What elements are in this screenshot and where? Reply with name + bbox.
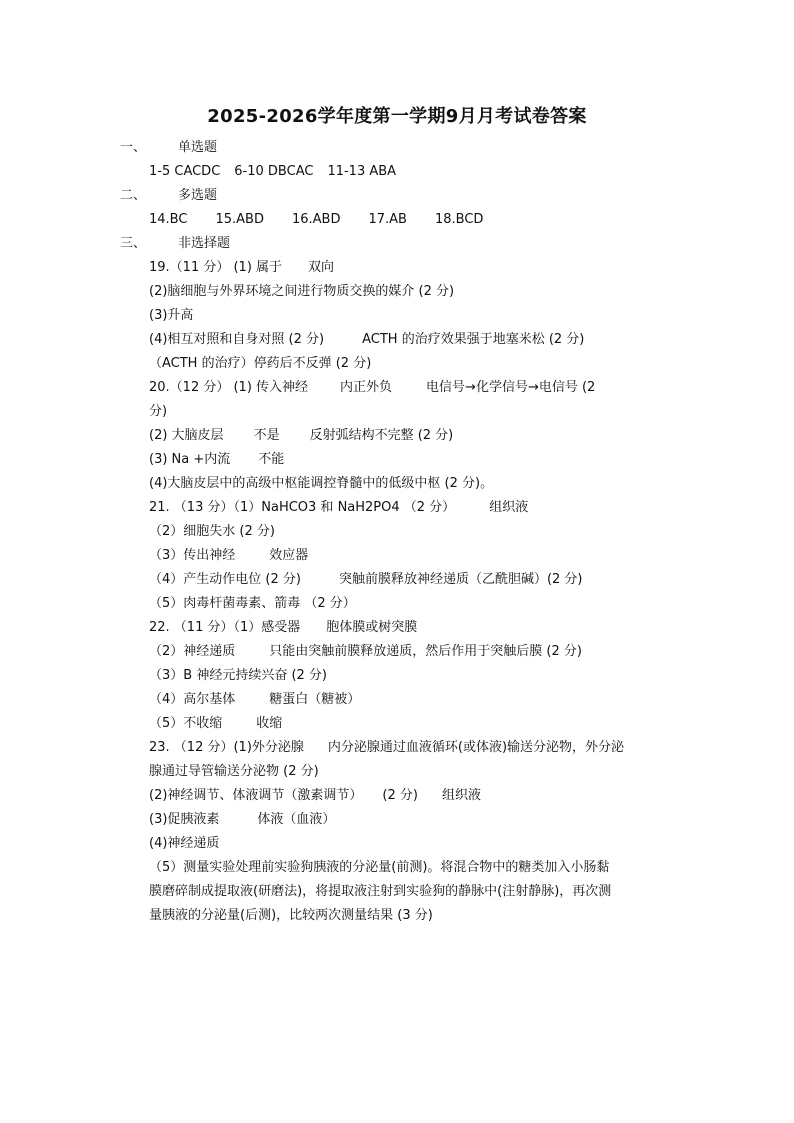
q20-part1-text: 20.（12 分） (1) 传入神经 bbox=[149, 380, 309, 395]
q23-line-8: 量胰液的分泌量(后测)，比较两次测量结果 (3 分) bbox=[149, 908, 433, 923]
q21-line-1 bbox=[149, 496, 689, 520]
q21-line-5: （5）肉毒杆菌毒素、箭毒 （2 分） bbox=[149, 596, 356, 611]
answers-11-13: 11-13 ABA bbox=[327, 164, 397, 179]
q19-line-4 bbox=[149, 328, 689, 352]
q21-line-3 bbox=[149, 544, 689, 568]
q23-line-7: 膜磨碎制成提取液(研磨法)，将提取液注射到实验狗的静脉中(注射静脉)，再次测 bbox=[149, 884, 612, 899]
section-title-multi-choice: 多选题 bbox=[178, 188, 218, 203]
q20-line-4 bbox=[149, 448, 689, 472]
q22-line-5 bbox=[149, 712, 689, 736]
answers-6-10: 6-10 DBCAC bbox=[234, 164, 314, 179]
q23-line-6: （5）测量实验处理前实验狗胰液的分泌量(前测)。将混合物中的糖类加入小肠黏 bbox=[149, 860, 610, 875]
q20-part3-text: (3) Na +内流 bbox=[149, 452, 231, 467]
q22-part4-text: （4）高尔基体 bbox=[149, 692, 236, 707]
q21-line-4 bbox=[149, 568, 689, 592]
section-number-2: 二、 bbox=[120, 188, 147, 203]
q23-line-2: 腺通过导管输送分泌物 (2 分) bbox=[149, 764, 319, 779]
single-choice-answers bbox=[149, 160, 689, 184]
q23-part3-answer-2: 体液（血液） bbox=[257, 812, 336, 827]
q22-part5-text: （5）不收缩 bbox=[149, 716, 223, 731]
q22-part1-text: 22. （11 分）（1）感受器 bbox=[149, 620, 301, 635]
q19-part4-answer-2: ACTH 的治疗效果强于地塞米松 (2 分) bbox=[362, 332, 585, 347]
q23-line-1 bbox=[149, 736, 689, 760]
answer-15: 15.ABD bbox=[215, 212, 264, 227]
q20-line-5: (4)大脑皮层中的高级中枢能调控脊髓中的低级中枢 (2 分)。 bbox=[149, 476, 494, 491]
q23-part3-text: (3)促胰液素 bbox=[149, 812, 220, 827]
q20-part1-answer-3: 电信号→化学信号→电信号 (2 bbox=[426, 380, 596, 395]
page-title: 2025-2026学年度第一学期9月月考试卷答案 bbox=[207, 106, 587, 127]
q22-part2-text: （2）神经递质 bbox=[149, 644, 236, 659]
answer-17: 17.AB bbox=[368, 212, 407, 227]
q23-part2-text: (2)神经调节、体液调节（激素调节） bbox=[149, 788, 363, 803]
q19-part1-text: 19.（11 分） (1) 属于 bbox=[149, 260, 283, 275]
q22-part1-answer-2: 胞体膜或树突膜 bbox=[326, 620, 418, 635]
section-title-single-choice: 单选题 bbox=[178, 140, 218, 155]
q21-part4-text: （4）产生动作电位 (2 分) bbox=[149, 572, 301, 587]
q23-line-4 bbox=[149, 808, 689, 832]
q22-line-2 bbox=[149, 640, 689, 664]
q22-line-1 bbox=[149, 616, 689, 640]
q20-line-3 bbox=[149, 424, 689, 448]
q20-part2-text: (2) 大脑皮层 bbox=[149, 428, 224, 443]
q21-part3-answer-2: 效应器 bbox=[269, 548, 309, 563]
answer-18: 18.BCD bbox=[434, 212, 484, 227]
answers-1-5: 1-5 CACDC bbox=[149, 164, 221, 179]
q21-part4-answer-2: 突触前膜释放神经递质（乙酰胆碱）(2 分) bbox=[338, 572, 583, 587]
q20-part2-answer-3: 反射弧结构不完整 (2 分) bbox=[309, 428, 454, 443]
q20-part1-answer-2: 内正外负 bbox=[340, 380, 393, 395]
answer-16: 16.ABD bbox=[291, 212, 341, 227]
multi-choice-answers bbox=[149, 208, 689, 232]
q19-line-5: （ACTH 的治疗）停药后不反弹 (2 分) bbox=[149, 356, 372, 371]
answer-14: 14.BC bbox=[149, 212, 188, 227]
section-title-non-choice: 非选择题 bbox=[178, 236, 231, 251]
q22-part5-answer-2: 收缩 bbox=[256, 716, 283, 731]
q20-line-1 bbox=[149, 376, 689, 400]
q22-part4-answer-2: 糖蛋白（糖被） bbox=[269, 692, 361, 707]
q20-part2-answer-2: 不是 bbox=[253, 428, 280, 443]
section-number-3: 三、 bbox=[120, 236, 147, 251]
q23-line-5: (4)神经递质 bbox=[149, 836, 220, 851]
section-number-1: 一、 bbox=[120, 140, 147, 155]
q21-line-2: （2）细胞失水 (2 分) bbox=[149, 524, 275, 539]
q22-line-3: （3）B 神经元持续兴奋 (2 分) bbox=[149, 668, 328, 683]
q21-part3-text: （3）传出神经 bbox=[149, 548, 236, 563]
q19-line-2: (2)脑细胞与外界环境之间进行物质交换的媒介 (2 分) bbox=[149, 284, 455, 299]
q23-part2-answer-2: 组织液 bbox=[441, 788, 481, 803]
q19-line-3: (3)升高 bbox=[149, 308, 194, 323]
q23-part2-score: (2 分) bbox=[382, 788, 418, 803]
q20-part3-answer-2: 不能 bbox=[258, 452, 285, 467]
q19-line-1 bbox=[149, 256, 689, 280]
q23-part1-text: 23. （12 分）(1)外分泌腺 bbox=[149, 740, 304, 755]
q19-part1-answer-2: 双向 bbox=[308, 260, 335, 275]
q20-line-2: 分) bbox=[149, 404, 168, 419]
q21-part1-answer-2: 组织液 bbox=[489, 500, 529, 515]
q23-line-3 bbox=[149, 784, 689, 808]
q23-part1-answer-2: 内分泌腺通过血液循环(或体液)输送分泌物，外分泌 bbox=[327, 740, 625, 755]
q22-line-4 bbox=[149, 688, 689, 712]
q19-part4-text: (4)相互对照和自身对照 (2 分) bbox=[149, 332, 325, 347]
q21-part1-text: 21. （13 分）（1）NaHCO3 和 NaH2PO4 （2 分） bbox=[149, 500, 456, 515]
q22-part2-answer-2: 只能由突触前膜释放递质，然后作用于突触后膜 (2 分) bbox=[269, 644, 582, 659]
